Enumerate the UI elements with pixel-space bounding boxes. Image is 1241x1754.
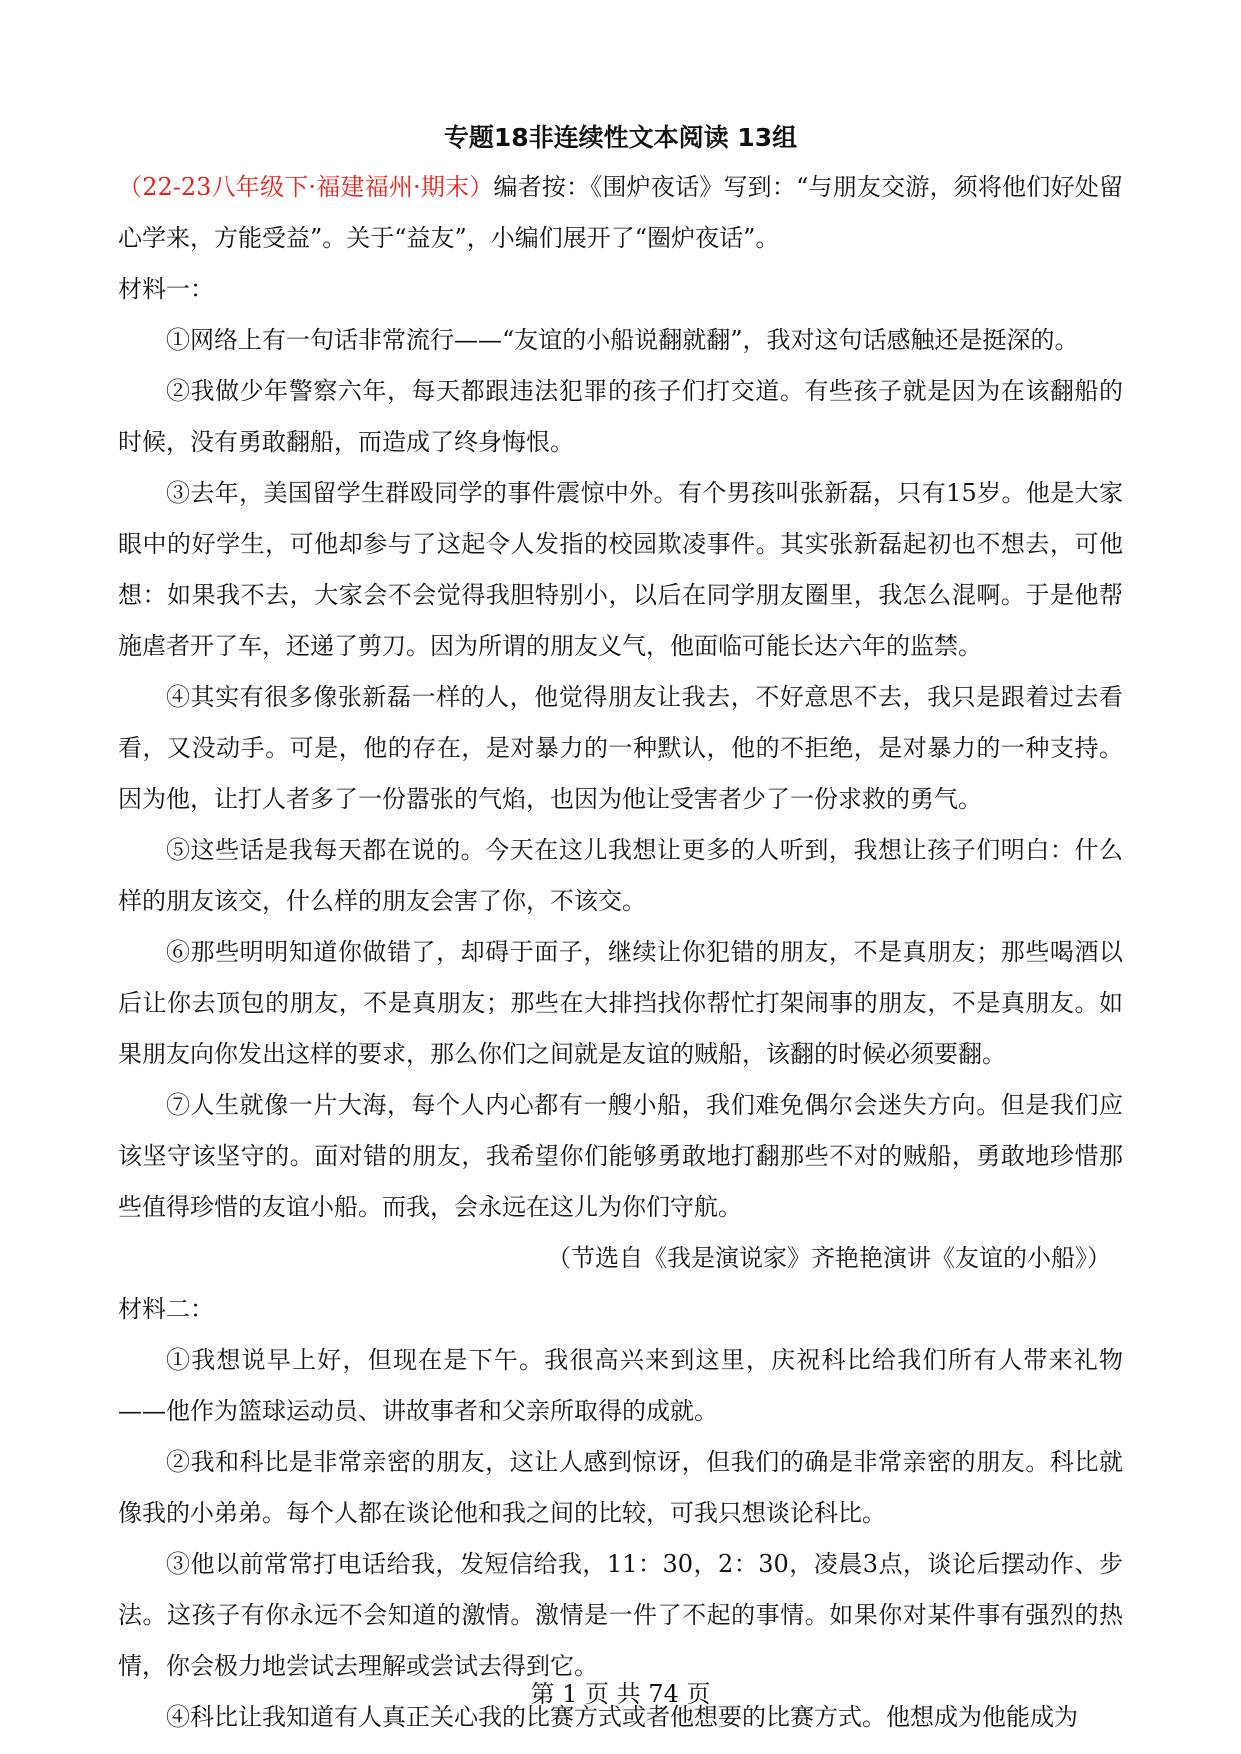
page-footer: 第 1 页 共 74 页 <box>530 1680 711 1708</box>
source-tag: （22-23八年级下·福建福州·期末） <box>118 173 494 201</box>
paragraph: ②我做少年警察六年，每天都跟违法犯罪的孩子们打交道。有些孩子就是因为在该翻船的时候，没有勇敢翻船，而造成了终身悔恨。 <box>118 377 1123 456</box>
paragraph: ②我和科比是非常亲密的朋友，这让人感到惊讶，但我们的确是非常亲密的朋友。科比就像我的小弟弟。每个人都在谈论他和我之间的比较，可我只想谈论科比。 <box>118 1448 1123 1527</box>
paragraph: ①我想说早上好，但现在是下午。我很高兴来到这里，庆祝科比给我们所有人带来礼物——他作为篮球运动员、讲故事者和父亲所取得的成就。 <box>118 1346 1123 1425</box>
material-one-heading: 材料一： <box>118 275 214 303</box>
material-one-source: （节选自《我是演说家》齐艳艳演讲《友谊的小船》） <box>547 1244 1111 1272</box>
material-two-heading: 材料二： <box>118 1295 214 1323</box>
document-body <box>118 162 1123 1743</box>
paragraph: ③去年，美国留学生群殴同学的事件震惊中外。有个男孩叫张新磊，只有15岁。他是大家眼中的好学生，可他却参与了这起令人发指的校园欺凌事件。其实张新磊起初也不想去，可他想：如果我不去，大家会不会觉得我胆特别小，以后在同学朋友圈里，我怎么混啊。于是他帮施虐者开了车，还递了剪刀。因为所谓的朋友义气，他面临可能长达六年的监禁。 <box>118 479 1123 660</box>
paragraph: ⑥那些明明知道你做错了，却碍于面子，继续让你犯错的朋友，不是真朋友；那些喝酒以后让你去顶包的朋友，不是真朋友；那些在大排挡找你帮忙打架闹事的朋友，不是真朋友。如果朋友向你发出这样的要求，那么你们之间就是友谊的贼船，该翻的时候必须要翻。 <box>118 938 1123 1068</box>
paragraph: ③他以前常常打电话给我，发短信给我，11：30，2：30，凌晨3点，谈论后摆动作、步法。这孩子有你永远不会知道的激情。激情是一件了不起的事情。如果你对某件事有强烈的热情，你会极力地尝试去理解或尝试去得到它。 <box>118 1550 1123 1680</box>
paragraph: ⑤这些话是我每天都在说的。今天在这儿我想让更多的人听到，我想让孩子们明白：什么样的朋友该交，什么样的朋友会害了你，不该交。 <box>118 836 1123 915</box>
paragraph: ①网络上有一句话非常流行——“友谊的小船说翻就翻”，我对这句话感触还是挺深的。 <box>166 326 1079 354</box>
paragraph: ④其实有很多像张新磊一样的人，他觉得朋友让我去，不好意思不去，我只是跟着过去看看，又没动手。可是，他的存在，是对暴力的一种默认，他的不拒绝，是对暴力的一种支持。因为他，让打人者多了一份嚣张的气焰，也因为他让受害者少了一份求救的勇气。 <box>118 683 1123 813</box>
intro-paragraph <box>118 162 1123 264</box>
intro-text: 编者按：《围炉夜话》写到：“与朋友交游，须将他们好处留心学来，方能受益”。关于“益友”，小编们展开了“圈炉夜话”。 <box>118 173 1123 252</box>
paragraph: ⑦人生就像一片大海，每个人内心都有一艘小船，我们难免偶尔会迷失方向。但是我们应该坚守该坚守的。面对错的朋友，我希望你们能够勇敢地打翻那些不对的贼船，勇敢地珍惜那些值得珍惜的友谊小船。而我，会永远在这儿为你们守航。 <box>118 1091 1123 1221</box>
paragraph: ④科比让我知道有人真正关心我的比赛方式或者他想要的比赛方式。他想成为他能成为 <box>166 1703 1078 1731</box>
page-title: 专题18非连续性文本阅读 13组 <box>443 123 798 152</box>
